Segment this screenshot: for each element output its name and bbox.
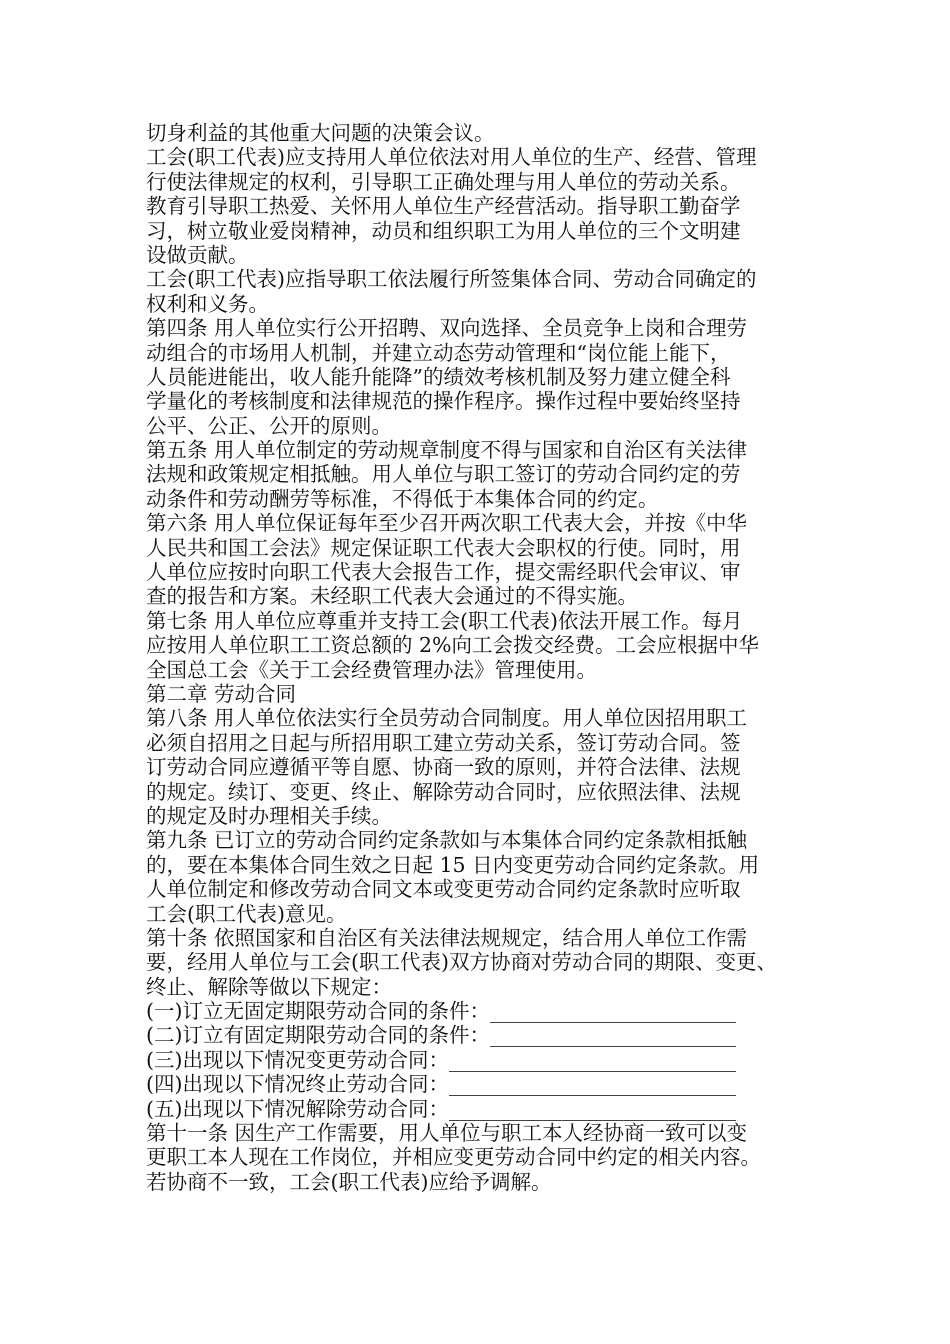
- document-line: 第七条 用人单位应尊重并支持工会(职工代表)依法开展工作。每月: [146, 608, 743, 633]
- document-line: 订劳动合同应遵循平等自愿、协商一致的原则，并符合法律、法规: [146, 755, 741, 780]
- document-line: 工会(职工代表)应支持用人单位依法对用人单位的生产、经营、管理: [146, 145, 757, 170]
- document-line: 终止、解除等做以下规定：: [146, 974, 392, 999]
- document-line: 若协商不一致，工会(职工代表)应给予调解。: [146, 1169, 552, 1194]
- document-line: 的，要在本集体合同生效之日起 15 日内变更劳动合同约定条款。用: [146, 852, 760, 877]
- document-body: [146, 121, 836, 1194]
- document-line: 要，经用人单位与工会(职工代表)双方协商对劳动合同的期限、变更、: [146, 950, 777, 975]
- document-line: 工会(职工代表)应指导职工依法履行所签集体合同、劳动合同确定的: [146, 267, 757, 292]
- document-line: (四)出现以下情况终止劳动合同：____________________________: [146, 1072, 736, 1097]
- document-line: 全国总工会《关于工会经费管理办法》管理使用。: [146, 657, 597, 682]
- document-line: 习，树立敬业爱岗精神，动员和组织职工为用人单位的三个文明建: [146, 218, 741, 243]
- document-line: 第十一条 因生产工作需要，用人单位与职工本人经协商一致可以变: [146, 1121, 748, 1146]
- document-line: 第五条 用人单位制定的劳动规章制度不得与国家和自治区有关法律: [146, 438, 748, 463]
- document-line: 动组合的市场用人机制，并建立动态劳动管理和“岗位能上能下，: [146, 340, 731, 365]
- document-line: 第十条 依照国家和自治区有关法律法规规定，结合用人单位工作需: [146, 925, 748, 950]
- document-line: 法规和政策规定相抵触。用人单位与职工签订的劳动合同约定的劳: [146, 462, 741, 487]
- document-line: 第二章 劳动合同: [146, 681, 297, 706]
- document-line: 公平、公正、公开的原则。: [146, 413, 392, 438]
- document-line: (三)出现以下情况变更劳动合同：____________________________: [146, 1047, 736, 1072]
- document-line: 人员能进能出，收人能升能降”的绩效考核机制及努力建立健全科: [146, 364, 731, 389]
- document-line: 人单位应按时向职工代表大会报告工作，提交需经职代会审议、审: [146, 560, 741, 585]
- document-line: 第四条 用人单位实行公开招聘、双向选择、全员竞争上岗和合理劳: [146, 316, 748, 341]
- document-line: (一)订立无固定期限劳动合同的条件：________________________: [146, 999, 736, 1024]
- document-line: 人民共和国工会法》规定保证职工代表大会职权的行使。同时，用: [146, 535, 741, 560]
- document-line: 的规定及时办理相关手续。: [146, 803, 392, 828]
- document-line: 切身利益的其他重大问题的决策会议。: [146, 121, 495, 145]
- document-line: 设做贡献。: [146, 242, 249, 267]
- document-line: 应按用人单位职工工资总额的 2%向工会拨交经费。工会应根据中华: [146, 633, 760, 658]
- document-line: 第九条 已订立的劳动合同约定条款如与本集体合同约定条款相抵触: [146, 828, 748, 853]
- document-line: 学量化的考核制度和法律规范的操作程序。操作过程中要始终坚持: [146, 389, 741, 414]
- document-line: 人单位制定和修改劳动合同文本或变更劳动合同约定条款时应听取: [146, 877, 741, 902]
- document-line: 的规定。续订、变更、终止、解除劳动合同时，应依照法律、法规: [146, 779, 741, 804]
- document-line: 第八条 用人单位依法实行全员劳动合同制度。用人单位因招用职工: [146, 706, 748, 731]
- document-line: 权利和义务。: [146, 291, 269, 316]
- document-line: 动条件和劳动酬劳等标准，不得低于本集体合同的约定。: [146, 486, 659, 511]
- document-line: 必须自招用之日起与所招用职工建立劳动关系，签订劳动合同。签: [146, 730, 741, 755]
- document-line: 行使法律规定的权利，引导职工正确处理与用人单位的劳动关系。: [146, 169, 741, 194]
- document-line: 查的报告和方案。未经职工代表大会通过的不得实施。: [146, 584, 638, 609]
- document-line: 工会(职工代表)意见。: [146, 901, 347, 926]
- document-line: 第六条 用人单位保证每年至少召开两次职工代表大会，并按《中华: [146, 511, 748, 536]
- document-line: 更职工本人现在工作岗位，并相应变更劳动合同中约定的相关内容。: [146, 1145, 761, 1170]
- document-line: (二)订立有固定期限劳动合同的条件：________________________: [146, 1023, 736, 1048]
- document-line: 教育引导职工热爱、关怀用人单位生产经营活动。指导职工勤奋学: [146, 194, 741, 219]
- document-line: (五)出现以下情况解除劳动合同：____________________________: [146, 1096, 736, 1121]
